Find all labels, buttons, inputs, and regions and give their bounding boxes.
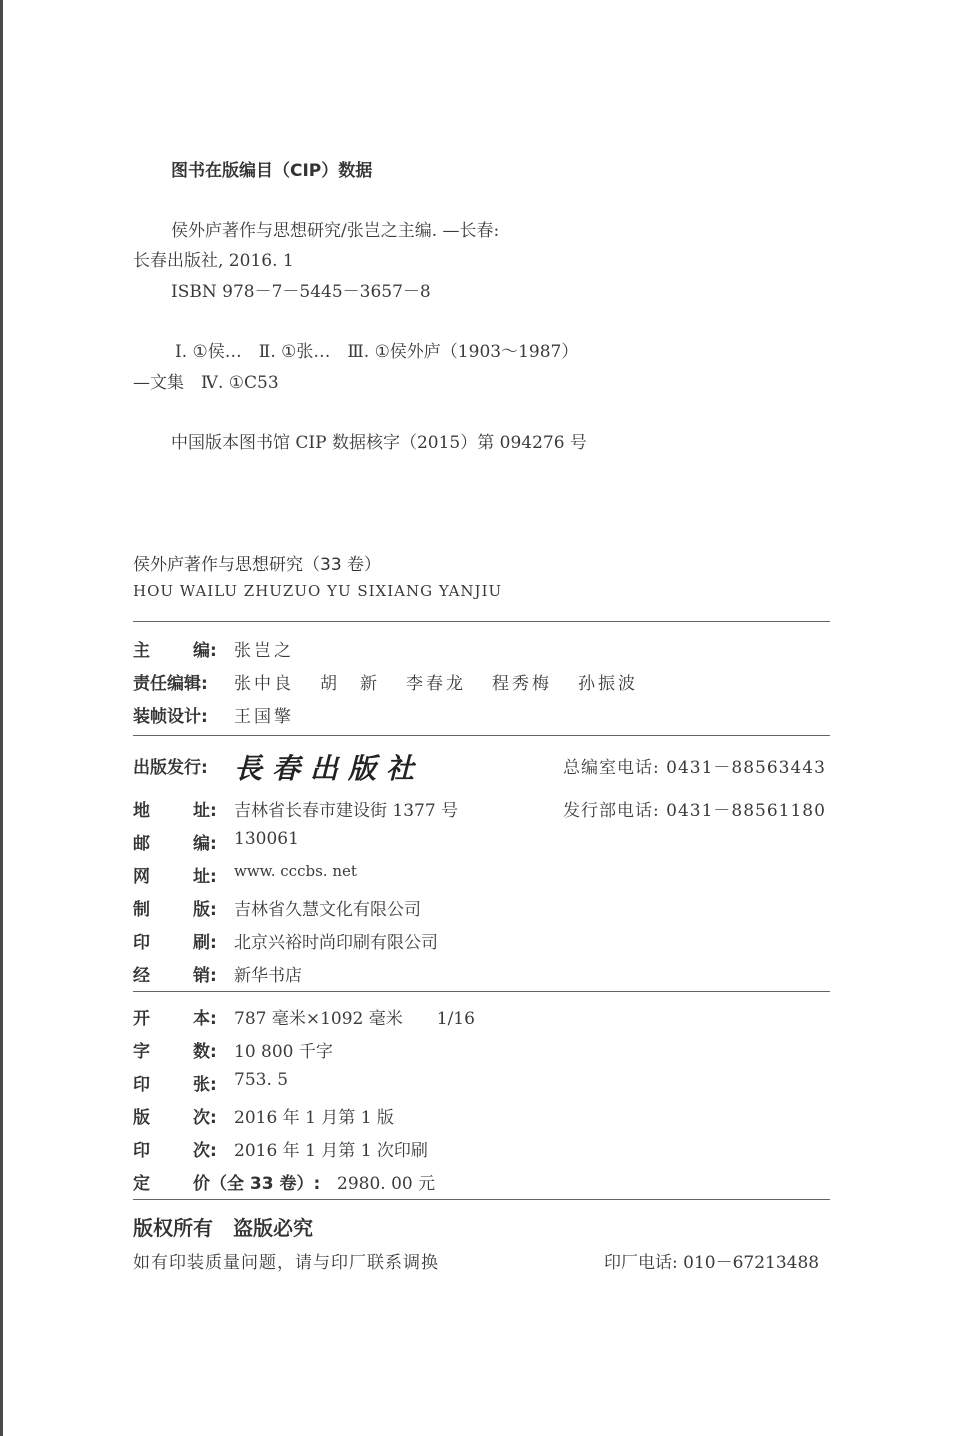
copyright-notice: 版权所有 盗版必究	[133, 1216, 313, 1240]
format-value: 787 毫米×1092 毫米 1/16	[234, 1009, 475, 1029]
editor-name: 孙振波	[578, 674, 638, 694]
editor-name: 李春龙	[406, 674, 466, 694]
book-title-pinyin: HOU WAILU ZHUZUO YU SIXIANG YANJIU	[133, 582, 503, 600]
quality-notice: 如有印装质量问题，请与印厂联系调换	[133, 1253, 439, 1273]
divider	[133, 735, 830, 736]
publisher-logo: 長春出版社	[234, 752, 425, 785]
sales-phone: 发行部电话: 0431－88561180	[563, 801, 826, 821]
cip-line-1: 侯外庐著作与思想研究/张岂之主编. —长春:	[171, 221, 500, 241]
sheets-value: 753. 5	[234, 1070, 289, 1090]
cip-heading: 图书在版编目（CIP）数据	[171, 161, 373, 181]
divider	[133, 991, 830, 992]
plate-making-value: 吉林省久慧文化有限公司	[234, 900, 421, 920]
edition-value: 2016 年 1 月第 1 版	[234, 1108, 394, 1128]
editor-name: 胡 新	[320, 674, 380, 694]
publisher-label: 出版发行:	[133, 758, 208, 778]
postcode-value: 130061	[234, 829, 299, 849]
editors-list	[234, 669, 664, 694]
printing-value: 北京兴裕时尚印刷有限公司	[234, 933, 438, 953]
design-value: 王国擎	[234, 707, 294, 727]
impression-value: 2016 年 1 月第 1 次印刷	[234, 1141, 428, 1161]
editors-label: 责任编辑:	[133, 674, 208, 694]
address-value: 吉林省长春市建设街 1377 号	[234, 801, 459, 821]
editor-name: 程秀梅	[492, 674, 552, 694]
printer-phone: 印厂电话: 010－67213488	[604, 1253, 820, 1273]
website-value: www. cccbs. net	[234, 862, 357, 880]
divider	[133, 1199, 830, 1200]
cip-classification-1: Ⅰ. ①侯… Ⅱ. ①张… Ⅲ. ①侯外庐（1903～1987）	[175, 342, 579, 362]
editorial-phone: 总编室电话: 0431－88563443	[563, 758, 826, 778]
word-count-value: 10 800 千字	[234, 1042, 333, 1062]
cip-record-number: 中国版本图书馆 CIP 数据核字（2015）第 094276 号	[171, 433, 587, 453]
book-title: 侯外庐著作与思想研究（33 卷）	[133, 555, 382, 575]
price-value: 2980. 00 元	[337, 1174, 436, 1194]
chief-editor-value: 张岂之	[234, 641, 294, 661]
design-label: 装帧设计:	[133, 707, 208, 727]
page-edge	[0, 0, 3, 1436]
distribution-value: 新华书店	[234, 966, 302, 986]
cip-classification-2: —文集 Ⅳ. ①C53	[133, 373, 279, 393]
cip-isbn: ISBN 978－7－5445－3657－8	[171, 282, 431, 302]
divider	[133, 621, 830, 622]
cip-line-2: 长春出版社, 2016. 1	[133, 251, 294, 271]
editor-name: 张中良	[234, 674, 294, 694]
